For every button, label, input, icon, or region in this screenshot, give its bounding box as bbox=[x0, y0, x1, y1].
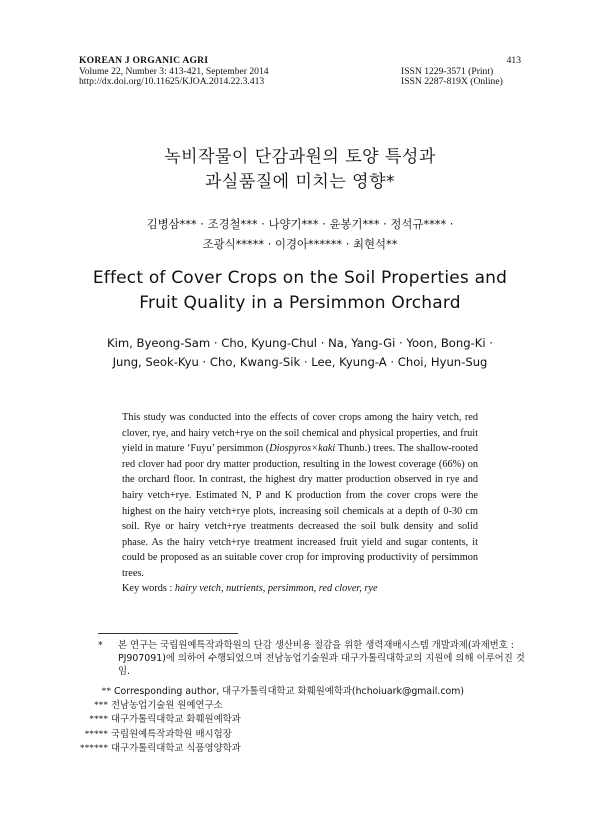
english-authors-line2: Jung, Seok-Kyu · Cho, Kwang-Sik · Lee, Kyung-A · Choi, Hyun-Sug bbox=[112, 355, 488, 369]
footnote-affil-3 bbox=[0, 699, 600, 713]
abstract-part1: This study was conducted into the effects of cover crops among the hairy vetch, red clover, rye, and hairy vetch+rye on the soil chemical and physical properties, and fruit yield in mature ‘Fuyu’ persimmon ( bbox=[122, 412, 478, 455]
footnote-affil-5-text: 국립원예특작과학원 배시험장 bbox=[110, 729, 232, 740]
keywords-values: hairy vetch, nutrients, persimmon, red clover, rye bbox=[174, 583, 378, 594]
korean-authors bbox=[0, 214, 600, 254]
abstract bbox=[122, 410, 478, 582]
journal-name: KOREAN J ORGANIC AGRI bbox=[79, 55, 209, 66]
footnote-funding-text: 본 연구는 국립원예특작과학원의 단감 생산비용 절감을 위한 생력재배시스템 개발과제(과제번호 : PJ907091)에 의하여 수행되었으며 전남농업기술원과 대구가톨릭대학교의 지원에 의해 이루어진 것임. bbox=[118, 640, 525, 678]
footnote-affil-4-text: 대구가톨릭대학교 화훼원예학과 bbox=[110, 714, 241, 725]
english-title-line2: Fruit Quality in a Persimmon Orchard bbox=[139, 293, 461, 313]
footnote-funding bbox=[98, 639, 528, 679]
issn-online: ISSN 2287-819X (Online) bbox=[401, 76, 503, 88]
keywords bbox=[122, 582, 478, 596]
footnote-affil-3-marker: *** bbox=[93, 701, 108, 711]
volume-line: Volume 22, Number 3: 413-421, September 2014 bbox=[79, 65, 269, 77]
doi-link[interactable]: http://dx.doi.org/10.11625/KJOA.2014.22.3.413 bbox=[79, 76, 265, 88]
footnote-affil-5 bbox=[0, 728, 600, 742]
footnote-funding-marker: * bbox=[98, 640, 103, 651]
journal-header-left bbox=[79, 56, 269, 88]
korean-authors-line2: 조광식***** · 이경아****** · 최현석** bbox=[202, 237, 398, 251]
page-number: 413 bbox=[506, 55, 521, 66]
korean-title bbox=[0, 145, 600, 195]
footnote-affil-5-marker: ***** bbox=[84, 730, 108, 740]
footnote-affil-4-marker: **** bbox=[89, 715, 108, 725]
footnote-corresponding-text: Corresponding author, 대구가톨릭대학교 화훼원예학과(hchoiuark@gmail.com) bbox=[113, 686, 465, 697]
footnote-affil-4 bbox=[0, 713, 600, 727]
korean-title-line1: 녹비작물이 단감과원의 토양 특성과 bbox=[164, 147, 436, 167]
footnote-divider bbox=[98, 633, 238, 634]
footnote-affil-6-marker: ****** bbox=[79, 744, 108, 754]
english-authors bbox=[0, 334, 600, 372]
footnote-affil-6 bbox=[0, 742, 600, 756]
footnote-corresponding-marker: ** bbox=[101, 687, 111, 697]
english-authors-line1: Kim, Byeong-Sam · Cho, Kyung-Chul · Na, Yang-Gi · Yoon, Bong-Ki · bbox=[107, 336, 493, 350]
abstract-part2: Thunb.) trees. The shallow-rooted red clover had poor dry matter production, resulting in the lowest coverage (66%) on the orchard floor. In contrast, the highest dry matter production observed in rye and hairy vetch+rye. Estimated N, P and K production from the cover crops were the highest on the hairy vetch+rye plots, increasing soil chemicals at a depth of 0-30 cm soil. Rye or hairy vetch+rye treatments decreased the soil bulk density and solid phase. As the hairy vetch+rye treatment increased fruit yield and sugar contents, it could be proposed as an suitable cover crop for improving productivity of persimmon trees. bbox=[122, 443, 478, 579]
footnote-affil-6-text: 대구가톨릭대학교 식품영양학과 bbox=[110, 743, 241, 754]
keywords-label: Key words : bbox=[122, 583, 175, 594]
english-title bbox=[0, 266, 600, 316]
abstract-species: Diospyros×kaki bbox=[269, 443, 336, 455]
english-title-line1: Effect of Cover Crops on the Soil Properties and bbox=[92, 268, 508, 288]
footnote-affil-3-text: 전남농업기술원 원예연구소 bbox=[110, 700, 223, 711]
issn-print: ISSN 1229-3571 (Print) bbox=[401, 65, 494, 77]
korean-authors-line1: 김병삼*** · 조경철*** · 나양기*** · 윤봉기*** · 정석규**** · bbox=[146, 217, 454, 231]
journal-header-right bbox=[401, 56, 521, 88]
footnote-corresponding bbox=[0, 685, 600, 699]
korean-title-line2: 과실품질에 미치는 영향* bbox=[204, 172, 396, 192]
